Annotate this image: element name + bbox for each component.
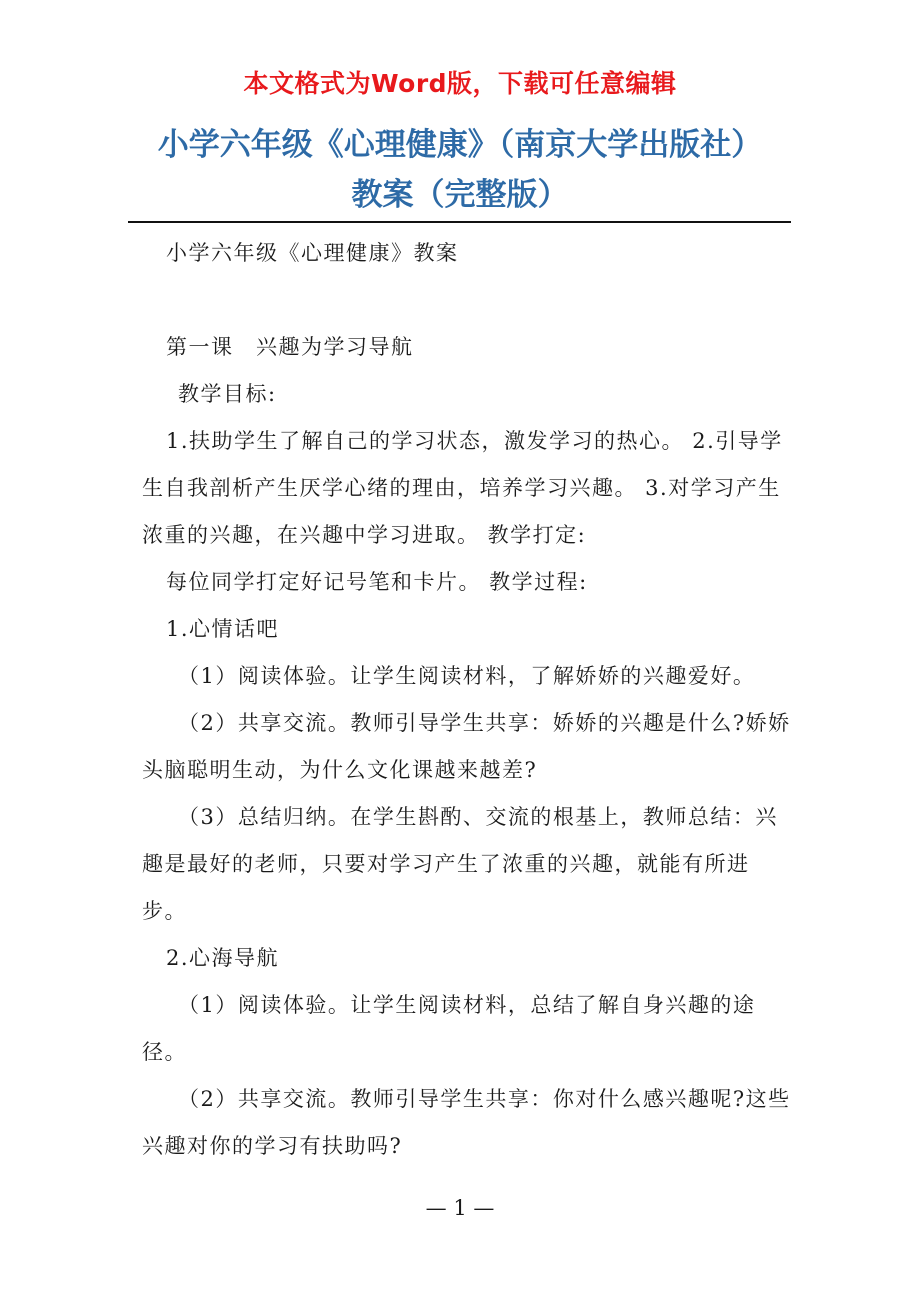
title-line-1: 小学六年级《心理健康》（南京大学出版社）	[157, 127, 763, 163]
document-body	[142, 230, 792, 1170]
section-heading-2: 2.心海导航	[166, 946, 280, 970]
lesson-plan-heading: 小学六年级《心理健康》教案	[166, 241, 459, 265]
teaching-goals-paragraph: 1.扶助学生了解自己的学习状态，激发学习的热心。 2.引导学生自我剖析产生厌学心绪的理由，培养学习兴趣。 3.对学习产生浓重的兴趣，在兴趣中学习进取。 教学打定:	[142, 429, 783, 547]
title-divider	[128, 221, 791, 223]
step-paragraph: （2）共享交流。教师引导学生共享：娇娇的兴趣是什么?娇娇头脑聪明生动，为什么文化课越来越差?	[142, 711, 791, 782]
step-paragraph: （3）总结归纳。在学生斟酌、交流的根基上，教师总结：兴趣是最好的老师，只要对学习产生了浓重的兴趣，就能有所进步。	[142, 805, 778, 923]
step-paragraph: （2）共享交流。教师引导学生共享：你对什么感兴趣呢?这些兴趣对你的学习有扶助吗?	[142, 1087, 791, 1158]
teaching-goals-label: 教学目标:	[178, 382, 277, 406]
step-paragraph: （1）阅读体验。让学生阅读材料，了解娇娇的兴趣爱好。	[178, 664, 756, 688]
step-paragraph: （1）阅读体验。让学生阅读材料，总结了解自身兴趣的途径。	[142, 993, 756, 1064]
blank-line	[142, 277, 792, 324]
lesson-title: 第一课 兴趣为学习导航	[166, 335, 414, 359]
page-number: — 1 —	[425, 1196, 495, 1220]
preparation-paragraph: 每位同学打定好记号笔和卡片。 教学过程:	[166, 570, 588, 594]
download-banner: 本文格式为Word版，下载可任意编辑	[243, 69, 677, 98]
document-title	[0, 120, 920, 220]
section-heading-1: 1.心情话吧	[166, 617, 280, 641]
title-line-2: 教案（完整版）	[351, 177, 569, 213]
